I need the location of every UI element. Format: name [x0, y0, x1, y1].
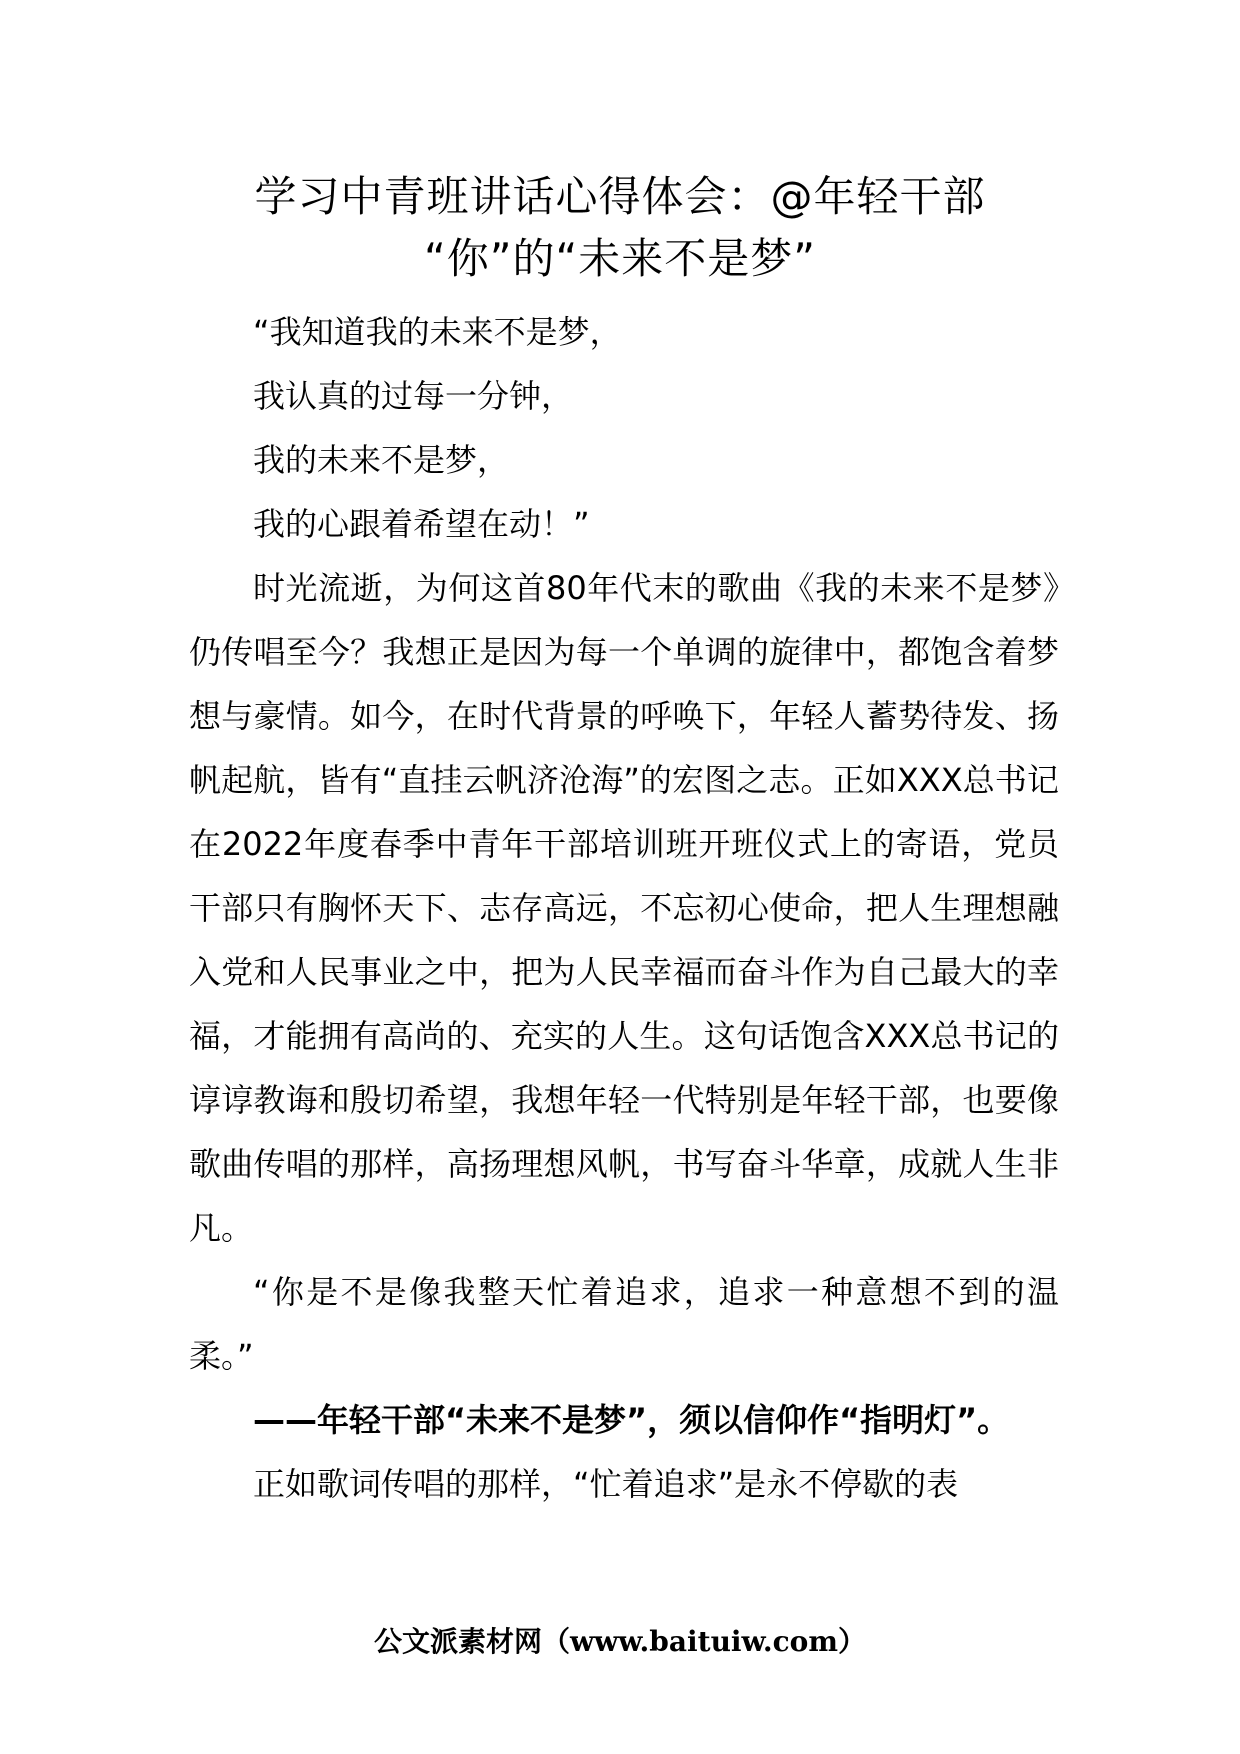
body-paragraph-continued: 正如歌词传唱的那样，“忙着追求”是永不停歇的表	[253, 1465, 959, 1503]
document-title-line-2: “你”的“未来不是梦”	[423, 234, 817, 283]
lyric-line-2: 我认真的过每一分钟，	[253, 377, 574, 415]
lyric-line-3: 我的未来不是梦，	[253, 441, 510, 479]
section-heading: ——年轻干部“未来不是梦”，须以信仰作“指明灯”。	[253, 1401, 1010, 1439]
lyric-line-1: “我知道我的未来不是梦，	[253, 313, 622, 351]
footer-watermark: 公文派素材网（www.baituiw.com）	[374, 1625, 866, 1658]
lyric-quote: “你是不是像我整天忙着追求，追求一种意想不到的温柔。”	[189, 1273, 1059, 1375]
body-paragraph: 时光流逝，为何这首80年代末的歌曲《我的未来不是梦》仍传唱至今？我想正是因为每一个单调的旋律中，都饱含着梦想与豪情。如今，在时代背景的呼唤下，年轻人蓄势待发、扬帆起航，皆有“直挂云帆济沧海”的宏图之志。正如XXX总书记在2022年度春季中青年干部培训班开班仪式上的寄语，党员干部只有胸怀天下、志存高远，不忘初心使命，把人生理想融入党和人民事业之中，把为人民幸福而奋斗作为自己最大的幸福，才能拥有高尚的、充实的人生。这句话饱含XXX总书记的谆谆教诲和殷切希望，我想年轻一代特别是年轻干部，也要像歌曲传唱的那样，高扬理想风帆，书写奋斗华章，成就人生非凡。	[189, 569, 1059, 1247]
lyric-line-4: 我的心跟着希望在动！”	[253, 505, 590, 543]
document-title-line-1: 学习中青班讲话心得体会：@年轻干部	[254, 172, 986, 221]
document-body	[189, 300, 1059, 1516]
